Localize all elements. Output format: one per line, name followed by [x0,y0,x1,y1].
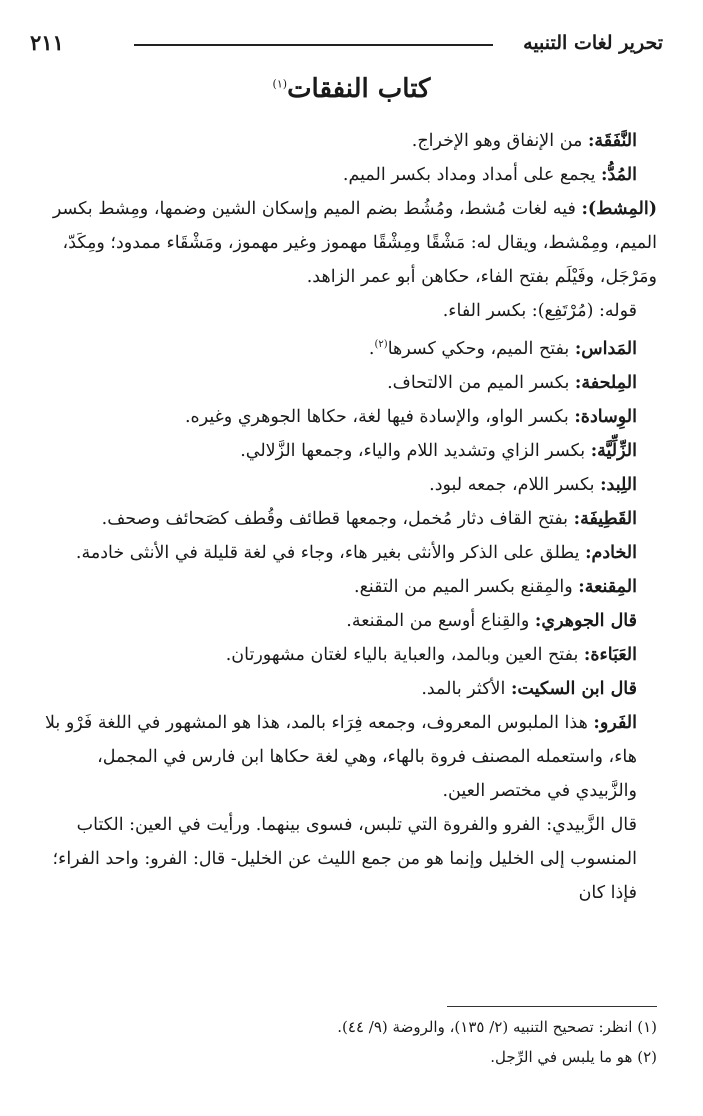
term: قال الجوهري: [534,610,637,631]
definition: الأكثر بالمد. [421,678,511,699]
chapter-title [0,74,703,104]
chapter-title-text: كتاب النفقات [287,74,431,104]
definition: بفتح الميم، وحكي كسرها [387,338,575,359]
paragraph [36,400,657,434]
paragraph [36,328,657,366]
term: الخادم: [585,542,637,563]
paragraph [36,434,657,468]
paragraph [36,570,657,604]
definition: بكسر الميم من الالتحاف. [387,372,575,393]
body-text [36,124,657,910]
definition: من الإنفاق وهو الإخراج. [411,131,588,151]
paragraph [36,808,657,910]
term: الفَرو: [593,712,637,733]
definition: فيه لغات مُشط، ومُشُط بضم الميم وإسكان الشين وضمها، ومِشط بكسر الميم، ومِمْشط، ويقال له: مَشْقًا ومِشْقًا مهموز وغير مهموز، ومَشْقَاء ممدود؛ ومِكَدّ، ومَرْجَل، وفَيْلَم بفتح الفاء، حكاهن أبو عمر الزاهد. [52,199,657,287]
term: العَبَاءة: [583,644,637,665]
footnote: (١) انظر: تصحيح التنبيه (٢/ ١٣٥)، والروضة (٩/ ٤٤). [337,1018,657,1036]
term: المُدُّ: [601,165,637,185]
footnote-separator [447,1006,657,1007]
footnote: (٢) هو ما يلبس في الرِّجل. [490,1048,657,1066]
paragraph [36,604,657,638]
definition: هذا الملبوس المعروف، وجمعه فِرَاء بالمد، هذا هو المشهور في اللغة فَرْو بلا هاء، واستعمله المصنف فروة بالهاء، وهي لغة حكاها ابن فارس في المجمل، والزَّبيدي في مختصر العين. [44,712,637,801]
definition: بفتح العين وبالمد، والعباية بالياء لغتان مشهورتان. [225,644,584,665]
running-title: تحرير لغات التنبيه [523,32,663,54]
term: القَطِيفَة: [573,508,637,529]
term: المَداس: [574,338,637,359]
paragraph [36,124,657,158]
definition: والقِناع أوسع من المقنعة. [346,610,535,631]
page-header [30,30,673,64]
paragraph [36,672,657,706]
term: الوِسادة: [574,406,637,427]
footnotes [36,1012,657,1072]
term: (المِشط): [581,199,657,219]
paragraph [36,294,657,328]
paragraph [36,536,657,570]
chapter-note-ref: (١) [272,77,288,91]
paragraph [36,502,657,536]
paragraph [36,366,657,400]
term: المِقنعة: [578,576,637,597]
header-rule [134,44,493,46]
term: الزِّلِّيَّة: [590,440,637,461]
term: اللِبد: [600,474,637,495]
paragraph [36,638,657,672]
term: النَّفَقَة: [587,131,637,151]
page-number: ٢١١ [30,30,64,55]
definition: يجمع على أمداد ومداد بكسر الميم. [342,165,602,185]
definition: قال الزَّبيدي: الفرو والفروة التي تلبس، فسوى بينهما. ورأيت في العين: الكتاب المنسوب إلى الخليل وإنما هو من جمع الليث عن الخليل- قال: الفرو: واحد الفراء؛ فإذا كان [52,814,637,903]
definition: يطلق على الذكر والأنثى بغير هاء، وجاء في لغة قليلة في الأنثى خادمة. [75,542,586,563]
definition: بكسر الزاي وتشديد اللام والياء، وجمعها الزَّلالي. [240,440,591,461]
definition: قوله: (مُرْتَفِع): بكسر الفاء. [442,301,637,321]
definition-tail: . [368,338,375,359]
definition: بكسر اللام، جمعه لبود. [429,474,601,495]
term: المِلحفة: [574,372,637,393]
paragraph [36,192,657,294]
paragraph [36,158,657,192]
term: قال ابن السكيت: [510,678,637,699]
definition: بكسر الواو، والإسادة فيها لغة، حكاها الجوهري وغيره. [184,406,575,427]
paragraph [36,468,657,502]
definition: بفتح القاف دثار مُخمل، وجمعها قطائف وقُطف كصَحائف وصحف. [101,508,574,529]
paragraph [36,706,657,808]
definition: والمِقنع بكسر الميم من التقنع. [354,576,579,597]
footnote-ref: (٢) [374,339,388,350]
